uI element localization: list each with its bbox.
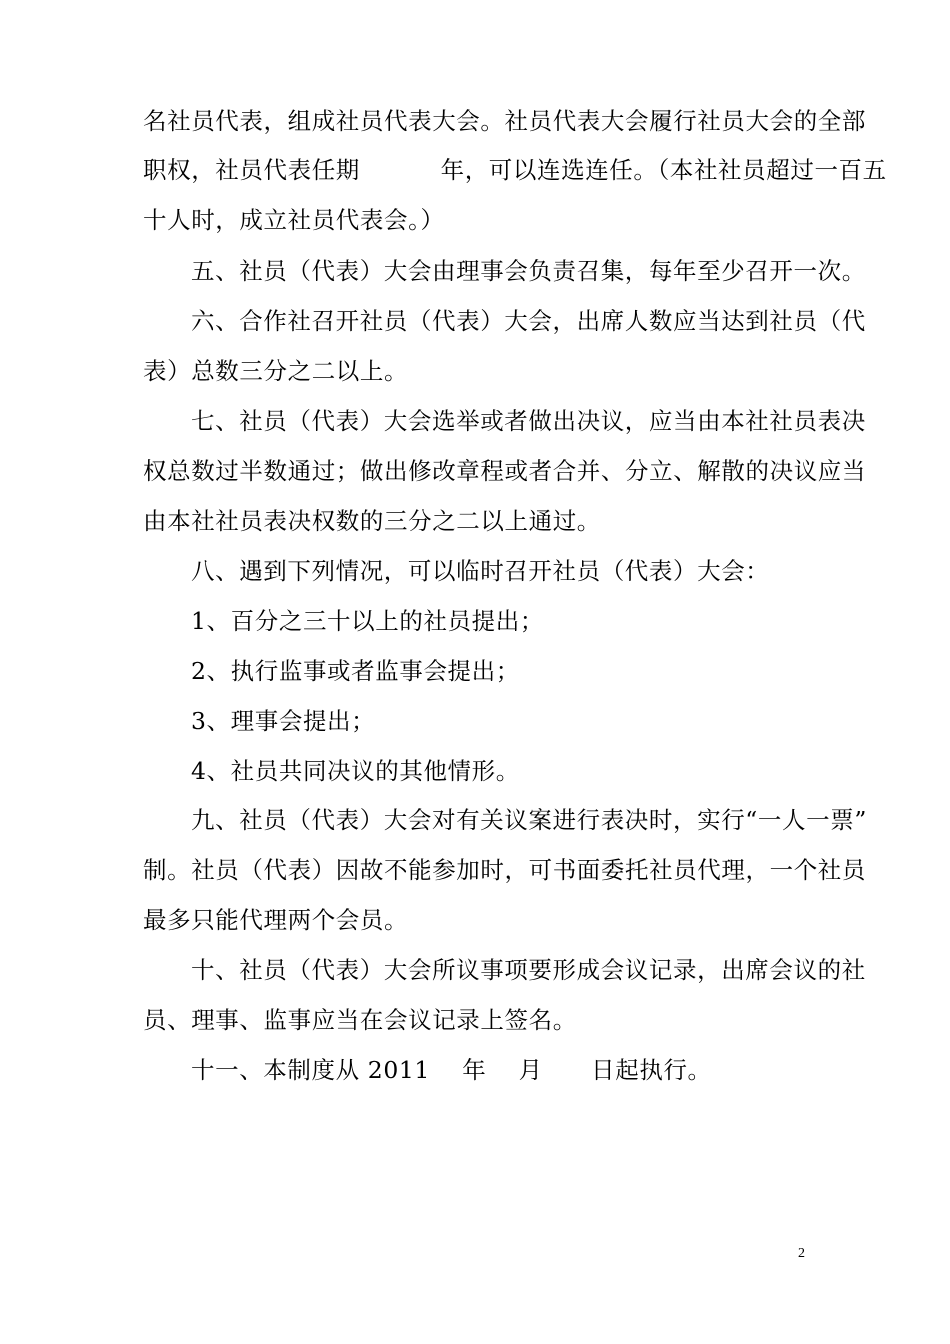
text-line: 六、合作社召开社员（代表）大会，出席人数应当达到社员（代 [191,307,866,335]
text-line: 八、遇到下列情况，可以临时召开社员（代表）大会： [191,557,770,585]
text-line: 十、社员（代表）大会所议事项要形成会议记录，出席会议的社 [191,956,866,984]
list-item: 2、执行监事或者监事会提出； [191,657,520,685]
text-line: 职权，社员代表任期 年，可以连选连任。（本社社员超过一百五 [143,156,887,184]
list-item: 4、社员共同决议的其他情形。 [191,757,520,785]
text-line: 表）总数三分之二以上。 [143,357,409,385]
text-line: 名社员代表，组成社员代表大会。社员代表大会履行社员大会的全部 [143,107,866,135]
text-line: 由本社社员表决权数的三分之二以上通过。 [143,507,601,535]
text-line: 五、社员（代表）大会由理事会负责召集，每年至少召开一次。 [191,257,866,285]
text-line: 权总数过半数通过；做出修改章程或者合并、分立、解散的决议应当 [143,457,866,485]
text-line: 十人时，成立社员代表会。） [143,206,445,234]
text-line: 制。社员（代表）因故不能参加时，可书面委托社员代理，一个社员 [143,856,866,884]
list-item: 1、百分之三十以上的社员提出； [191,607,544,635]
text-line: 十一、本制度从 2011 年 月 日起执行。 [191,1056,712,1084]
page-number: 2 [798,1246,805,1261]
text-line: 九、社员（代表）大会对有关议案进行表决时，实行“一人一票” [191,806,867,834]
list-item: 3、理事会提出； [191,707,376,735]
text-line: 员、理事、监事应当在会议记录上签名。 [143,1006,577,1034]
text-line: 最多只能代理两个会员。 [143,906,409,934]
text-line: 七、社员（代表）大会选举或者做出决议，应当由本社社员表决 [191,407,866,435]
